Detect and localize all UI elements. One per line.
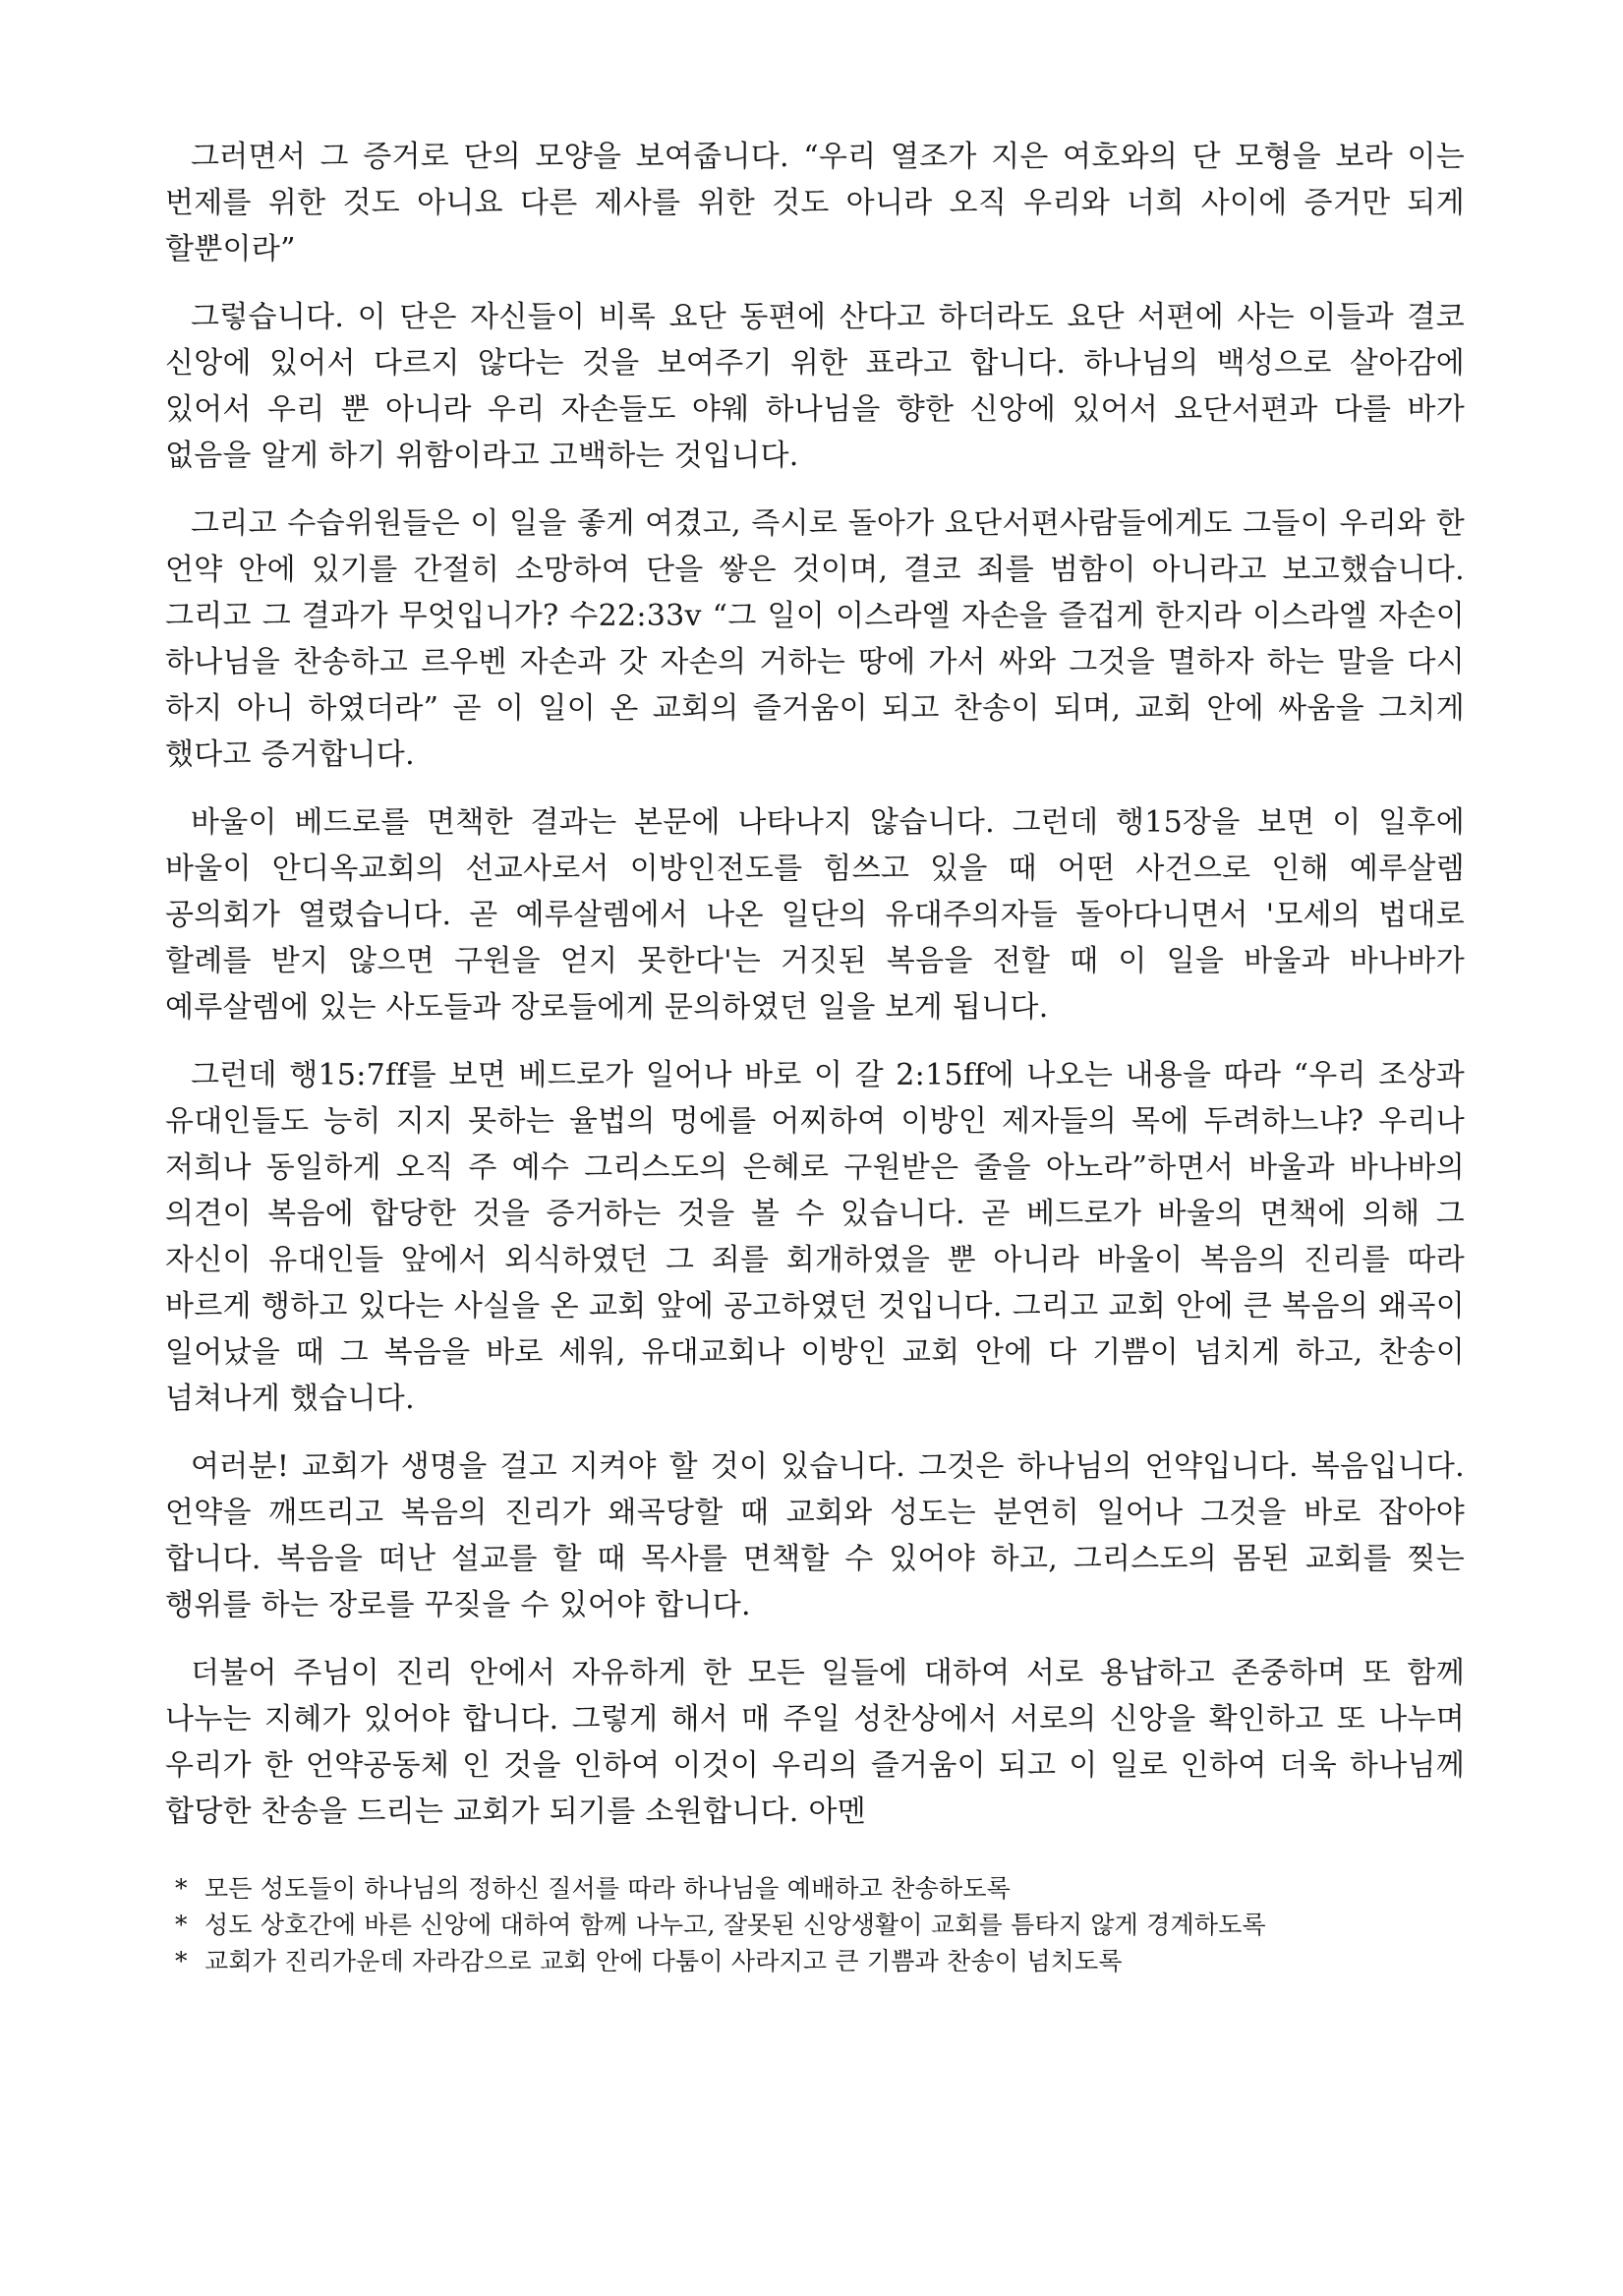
prayer-note-item: [175, 1943, 1465, 1979]
paragraph: 더불어 주님이 진리 안에서 자유하게 한 모든 일들에 대하여 서로 용납하고 존중하며 또 함께 나누는 지혜가 있어야 합니다. 그렇게 해서 매 주일 성찬상에서 서로의 신앙을 확인하고 또 나누며 우리가 한 언약공동체 인 것을 인하여 이것이 우리의 즐거움이 되고 이 일로 인하여 더욱 하나님께 합당한 찬송을 드리는 교회가 되기를 소원합니다. 아멘: [165, 1656, 1465, 1829]
paragraph: 그러면서 그 증거로 단의 모양을 보여줍니다. “우리 열조가 지은 여호와의 단 모형을 보라 이는 번제를 위한 것도 아니요 다른 제사를 위한 것도 아니라 오직 우리와 너희 사이에 증거만 되게 할뿐이라”: [165, 140, 1465, 266]
note-text: 교회가 진리가운데 자라감으로 교회 안에 다툼이 사라지고 큰 기쁨과 찬송이 넘치도록: [204, 1947, 1123, 1975]
prayer-note-item: [175, 1907, 1465, 1943]
prayer-note-item: [175, 1870, 1465, 1907]
note-marker: *: [175, 1874, 188, 1903]
paragraph: 그리고 수습위원들은 이 일을 좋게 여겼고, 즉시로 돌아가 요단서편사람들에게도 그들이 우리와 한 언약 안에 있기를 간절히 소망하여 단을 쌓은 것이며, 결코 죄를 범함이 아니라고 보고했습니다. 그리고 그 결과가 무엇입니가? 수22:33v “그 일이 이스라엘 자손을 즐겁게 한지라 이스라엘 자손이 하나님을 찬송하고 르우벤 자손과 갓 자손의 거하는 땅에 가서 싸와 그것을 멸하자 하는 말을 다시 하지 아니 하였더라” 곧 이 일이 온 교회의 즐거움이 되고 찬송이 되며, 교회 안에 싸움을 그치게 했다고 증거합니다.: [165, 506, 1465, 772]
sermon-body: [165, 134, 1465, 1979]
paragraph: 여러분! 교회가 생명을 걸고 지켜야 할 것이 있습니다. 그것은 하나님의 언약입니다. 복음입니다. 언약을 깨뜨리고 복음의 진리가 왜곡당할 때 교회와 성도는 분연히 일어나 그것을 바로 잡아야 합니다. 복음을 떠난 설교를 할 때 목사를 면책할 수 있어야 하고, 그리스도의 몸된 교회를 찢는 행위를 하는 장로를 꾸짖을 수 있어야 합니다.: [165, 1449, 1465, 1622]
paragraph: 그렇습니다. 이 단은 자신들이 비록 요단 동편에 산다고 하더라도 요단 서편에 사는 이들과 결코 신앙에 있어서 다르지 않다는 것을 보여주기 위한 표라고 합니다. 하나님의 백성으로 살아감에 있어서 우리 뿐 아니라 우리 자손들도 야웨 하나님을 향한 신앙에 있어서 요단서편과 다를 바가 없음을 알게 하기 위함이라고 고백하는 것입니다.: [165, 300, 1465, 473]
note-text: 모든 성도들이 하나님의 정하신 질서를 따라 하나님을 예배하고 찬송하도록: [204, 1874, 1012, 1903]
note-text: 성도 상호간에 바른 신앙에 대하여 함께 나누고, 잘못된 신앙생활이 교회를 틈타지 않게 경계하도록: [204, 1911, 1266, 1939]
prayer-notes-list: [165, 1870, 1465, 1979]
paragraph: 그런데 행15:7ff를 보면 베드로가 일어나 바로 이 갈 2:15ff에 나오는 내용을 따라 “우리 조상과 유대인들도 능히 지지 못하는 율법의 멍에를 어찌하여 이방인 제자들의 목에 두려하느냐? 우리나 저희나 동일하게 오직 주 예수 그리스도의 은혜로 구원받은 줄을 아노라”하면서 바울과 바나바의 의견이 복음에 합당한 것을 증거하는 것을 볼 수 있습니다. 곧 베드로가 바울의 면책에 의해 그 자신이 유대인들 앞에서 외식하였던 그 죄를 회개하였을 뿐 아니라 바울이 복음의 진리를 따라 바르게 행하고 있다는 사실을 온 교회 앞에 공고하였던 것입니다. 그리고 교회 안에 큰 복음의 왜곡이 일어났을 때 그 복음을 바로 세워, 유대교회나 이방인 교회 안에 다 기쁨이 넘치게 하고, 찬송이 넘쳐나게 했습니다.: [165, 1058, 1465, 1416]
paragraph: 바울이 베드로를 면책한 결과는 본문에 나타나지 않습니다. 그런데 행15장을 보면 이 일후에 바울이 안디옥교회의 선교사로서 이방인전도를 힘쓰고 있을 때 어떤 사건으로 인해 예루살렘 공의회가 열렸습니다. 곧 예루살렘에서 나온 일단의 유대주의자들 돌아다니면서 '모세의 법대로 할례를 받지 않으면 구원을 얻지 못한다'는 거짓된 복음을 전할 때 이 일을 바울과 바나바가 예루살렘에 있는 사도들과 장로들에게 문의하였던 일을 보게 됩니다.: [165, 805, 1465, 1025]
note-marker: *: [175, 1911, 188, 1939]
note-marker: *: [175, 1947, 188, 1975]
